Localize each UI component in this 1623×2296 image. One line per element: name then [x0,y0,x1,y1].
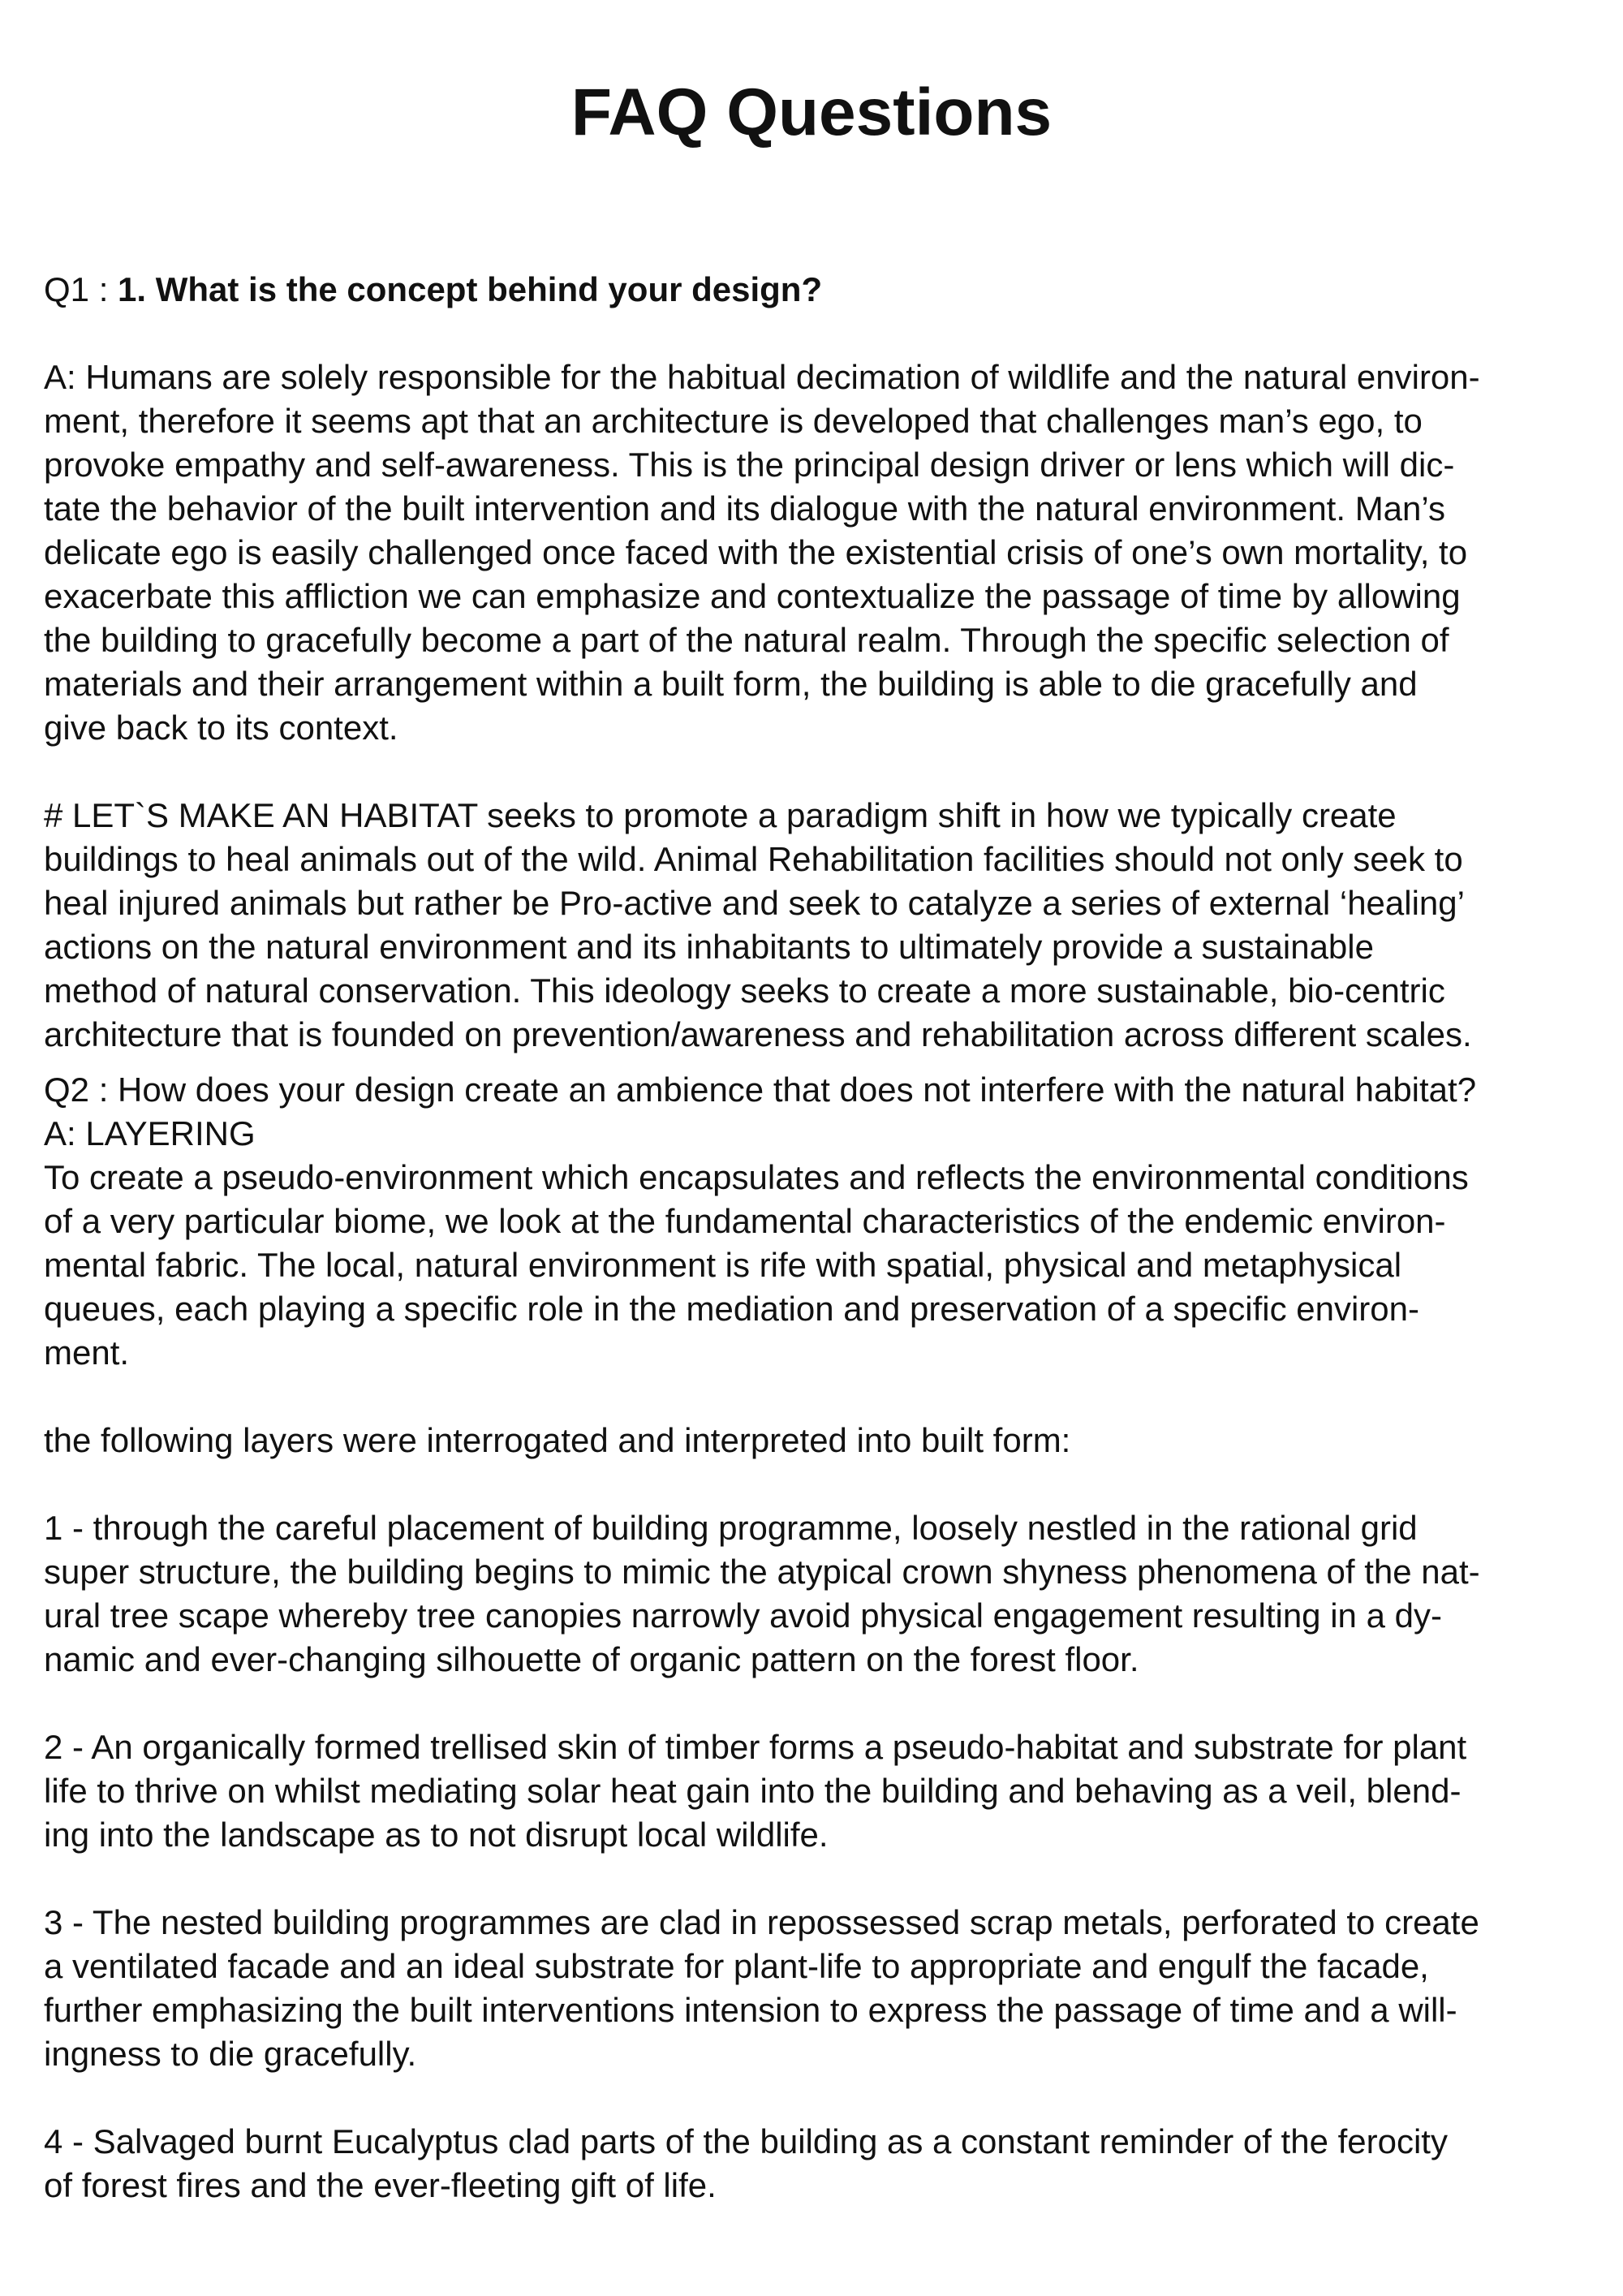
q1-answer-paragraph-1: A: Humans are solely responsible for the habitual decimation of wildlife and the natural environ- ment, therefore it seems apt that an architecture is developed that challenges man’s ego, to provoke empathy and self-awareness. This is the principal design driver or lens which will dic- tate the behavior of the built intervention and its dialogue with the natural environment. Man’s delicate ego is easily challenged once faced with the existential crisis of one’s own mortality, to exacerbate this affliction we can emphasize and contextualize the passage of time by allowing the building to gracefully become a part of the natural realm. Through the specific selection of materials and their arrangement within a built form, the building is able to die gracefully and give back to its context. [44,358,1480,747]
page-title: FAQ Questions [570,75,1053,149]
q2-layer-1: 1 - through the careful placement of building programme, loosely nestled in the rational grid super structure, the building begins to mimic the atypical crown shyness phenomena of the nat- ural tree scape whereby tree canopies narrowly avoid physical engagement resulting in a dy- namic and ever-changing silhouette of organic pattern on the forest floor. [44,1509,1480,1678]
spacer [44,1462,1602,1506]
spacer [44,312,1602,355]
spacer [44,1057,1602,1068]
spacer [44,1682,1602,1725]
q2-layer-4: 4 - Salvaged burnt Eucalyptus clad parts of the building as a constant reminder of the ferocity of forest fires and the ever-fleeting gift of life. [44,2122,1448,2204]
q2-layer-3: 3 - The nested building programmes are clad in repossessed scrap metals, perforated to create a ventilated facade and an ideal substrate for plant-life to appropriate and engulf the facade, further emphasizing the built interventions intension to express the passage of time and a will- ingness to die gracefully. [44,1903,1479,2073]
spacer [44,750,1602,794]
q1-question-text: 1. What is the concept behind your design? [118,270,823,308]
spacer [44,2076,1602,2120]
q2-layer-2: 2 - An organically formed trellised skin of timber forms a pseudo-habitat and substrate for plant life to thrive on whilst mediating solar heat gain into the building and behaving as a veil, blend- ing into the landscape as to not disrupt local wildlife. [44,1728,1467,1854]
spacer [44,1857,1602,1901]
q2-answer-heading: A: LAYERING [44,1114,256,1152]
q1-prefix: Q1 : [44,270,118,308]
q2-layers-intro: the following layers were interrogated and interpreted into built form: [44,1421,1071,1459]
q1-question [44,268,1602,312]
faq-content [44,268,1602,2208]
q2-question: Q2 : How does your design create an ambience that does not interfere with the natural habitat? [44,1070,1477,1109]
spacer [44,1375,1602,1419]
q1-answer-paragraph-2: # LET`S MAKE AN HABITAT seeks to promote a paradigm shift in how we typically create buildings to heal animals out of the wild. Animal Rehabilitation facilities should not only seek to heal injured animals but rather be Pro-active and seek to catalyze a series of external ‘healing’ actions on the natural environment and its inhabitants to ultimately provide a sustainable method of natural conservation. This ideology seeks to create a more sustainable, bio-centric architecture that is founded on prevention/awareness and rehabilitation across different scales. [44,796,1472,1053]
q2-answer-paragraph-1: To create a pseudo-environment which encapsulates and reflects the environmental conditions of a very particular biome, we look at the fundamental characteristics of the endemic environ- mental fabric. The local, natural environment is rife with spatial, physical and metaphysical queues, each playing a specific role in the mediation and preservation of a specific environ- ment. [44,1158,1469,1372]
